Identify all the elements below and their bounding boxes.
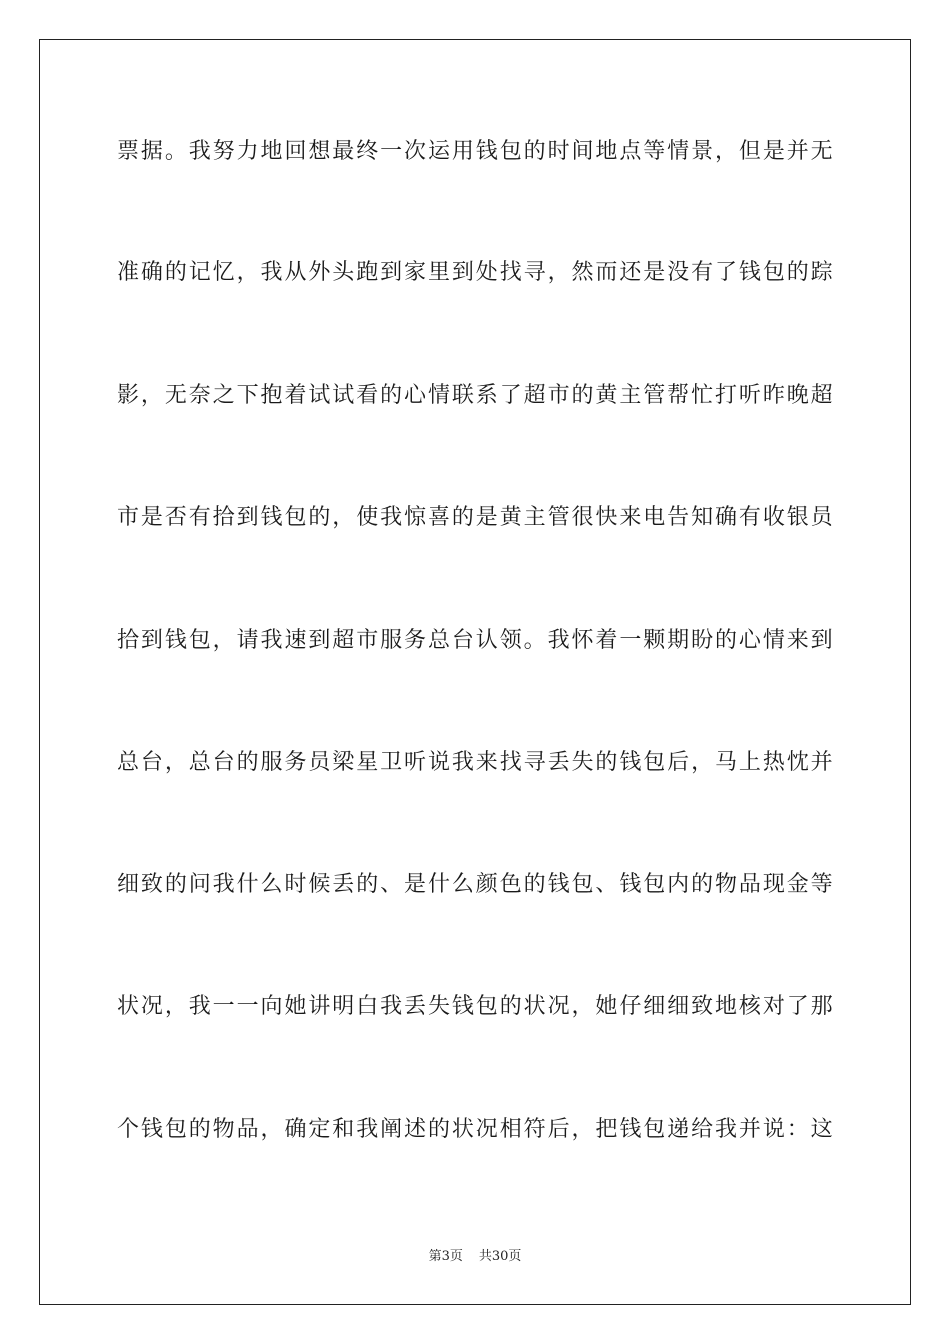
text-line: 票据。我努力地回想最终一次运用钱包的时间地点等情景，但是并无: [117, 139, 833, 164]
text-line: 细致的问我什么时候丢的、是什么颜色的钱包、钱包内的物品现金等: [117, 872, 833, 897]
text-line: 个钱包的物品，确定和我阐述的状况相符后，把钱包递给我并说：这: [117, 1117, 833, 1142]
text-line: 拾到钱包，请我速到超市服务总台认领。我怀着一颗期盼的心情来到: [117, 628, 833, 653]
page-footer: [0, 1248, 950, 1266]
text-line: 影，无奈之下抱着试试看的心情联系了超市的黄主管帮忙打听昨晚超: [117, 383, 833, 408]
text-line: 准确的记忆，我从外头跑到家里到处找寻，然而还是没有了钱包的踪: [117, 260, 833, 285]
total-pages: 共30页: [478, 1249, 522, 1264]
text-line: 状况，我一一向她讲明白我丢失钱包的状况，她仔细细致地核对了那: [117, 994, 833, 1019]
text-line: 市是否有拾到钱包的，使我惊喜的是黄主管很快来电告知确有收银员: [117, 505, 833, 530]
page-number: 第3页: [428, 1249, 463, 1264]
text-line: 总台，总台的服务员梁星卫听说我来找寻丢失的钱包后，马上热忱并: [117, 750, 833, 775]
